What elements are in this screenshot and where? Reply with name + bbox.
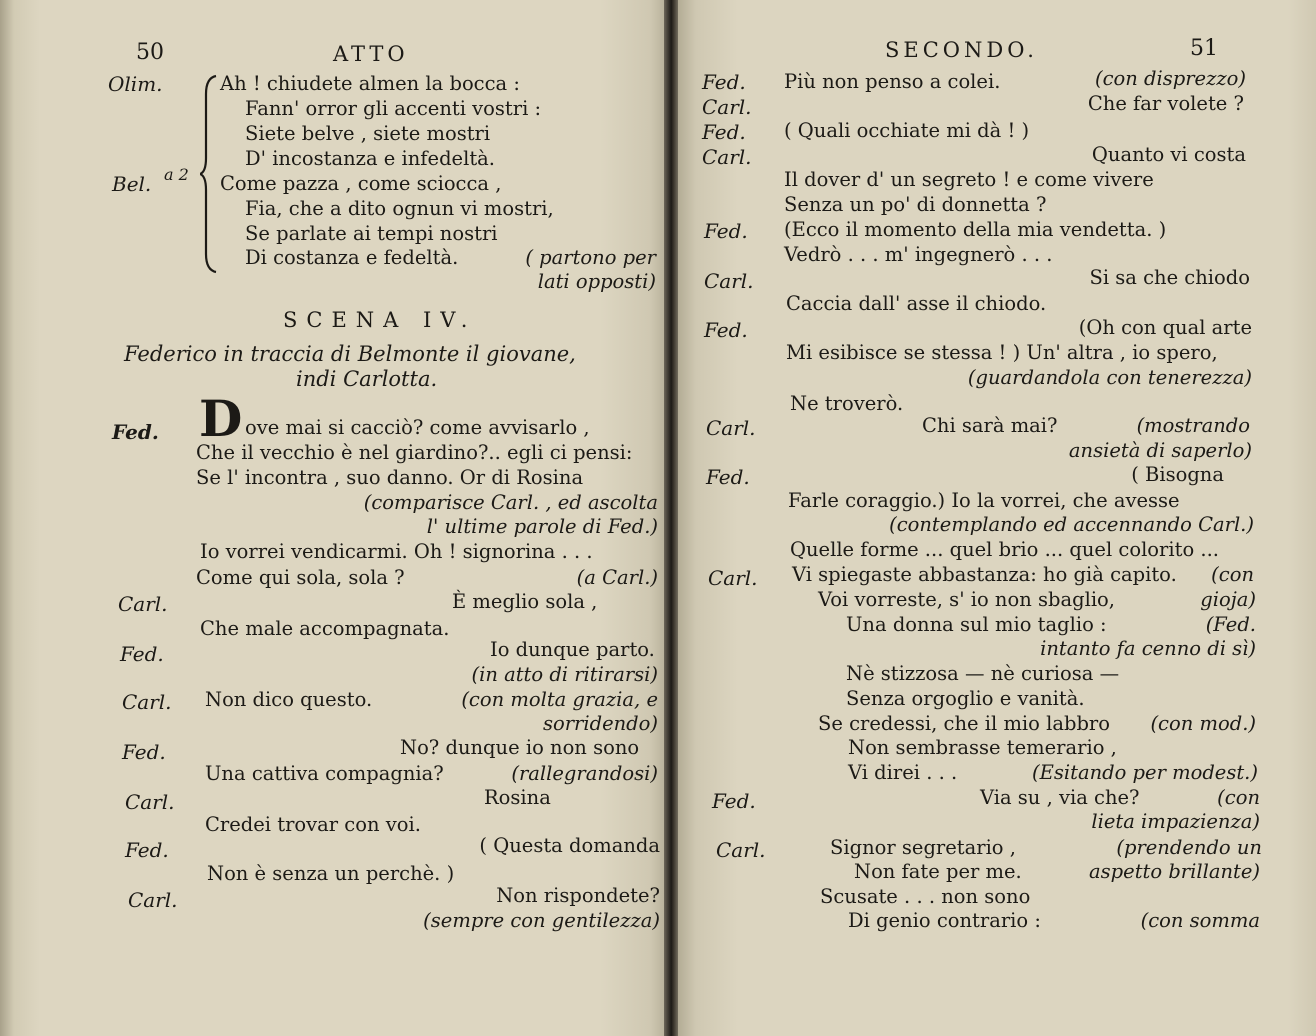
duet-line-4: D' incostanza e infedeltà. (245, 147, 495, 170)
text-line: Non sembrasse temerario , (848, 736, 1117, 759)
text-line: Credei trovar con voi. (205, 813, 421, 836)
stage-direction: (Fed. (1205, 613, 1256, 636)
speaker-fed: Fed. (712, 789, 756, 813)
stage-direction: (prendendo un (1116, 836, 1262, 859)
speaker-bel: Bel. (112, 172, 152, 196)
stage-direction: (con mod.) (1150, 712, 1256, 735)
stage-direction: (con disprezzo) (1095, 67, 1246, 90)
stage-direction: (con (1211, 563, 1254, 586)
running-head-left: ATTO (333, 42, 409, 66)
text-line: Vedrò . . . m' ingegnerò . . . (784, 243, 1053, 266)
text-line: (Oh con qual arte (1078, 316, 1252, 339)
text-line: Quelle forme ... quel brio ... quel colorito ... (790, 538, 1219, 561)
speaker-carl: Carl. (708, 566, 758, 590)
a2-marker: a 2 (164, 165, 189, 184)
right-page (678, 0, 1316, 1036)
stage-direction: aspetto brillante) (1089, 860, 1260, 883)
stage-direction: (a Carl.) (576, 566, 658, 589)
scene-description: indi Carlotta. (296, 367, 438, 391)
speaker-fed: Fed. (122, 740, 166, 764)
text-line: Di genio contrario : (848, 909, 1041, 932)
stage-direction: (contemplando ed accennando Carl.) (889, 513, 1254, 536)
duet-line-3: Siete belve , siete mostri (245, 122, 491, 145)
text-line: Che male accompagnata. (200, 617, 450, 640)
text-line: Non rispondete? (496, 884, 660, 907)
text-line: Se l' incontra , suo danno. Or di Rosina (196, 466, 584, 489)
text-line: Vi spiegaste abbastanza: ho già capito. (792, 563, 1177, 586)
scene-description: Federico in traccia di Belmonte il giovane, (124, 342, 576, 366)
duet-line-7: Se parlate ai tempi nostri (245, 222, 498, 245)
duet-line-1: Ah ! chiudete almen la bocca : (220, 72, 520, 95)
duet-brace-icon (200, 74, 220, 274)
stage-direction: (guardandola con tenerezza) (967, 366, 1252, 389)
text-line: Quanto vi costa (1091, 143, 1246, 166)
text-line: Si sa che chiodo (1089, 266, 1250, 289)
stage-direction: (Esitando per modest.) (1032, 761, 1258, 784)
text-line: Io dunque parto. (490, 638, 655, 661)
stage-direction: (con molta grazia, e (461, 688, 658, 711)
text-line: No? dunque io non sono (400, 736, 640, 759)
text-line: Ne troverò. (790, 392, 904, 415)
stage-direction: (mostrando (1136, 414, 1250, 437)
stage-direction: intanto fa cenno di sì) (1040, 637, 1256, 660)
page-number-left: 50 (136, 40, 164, 65)
text-line: Signor segretario , (830, 836, 1016, 859)
text-line: Chi sarà mai? (922, 414, 1058, 437)
text-line: Più non penso a colei. (784, 70, 1001, 93)
text-line: Non fate per me. (854, 860, 1022, 883)
text-line: (Ecco il momento della mia vendetta. ) (784, 218, 1167, 241)
stage-direction: (comparisce Carl. , ed ascolta (363, 491, 658, 514)
text-line: Vi direi . . . (848, 761, 958, 784)
text-line: Farle coraggio.) Io la vorrei, che avesse (788, 489, 1180, 512)
text-line: Senza un po' di donnetta ? (784, 193, 1047, 216)
text-line: Una donna sul mio taglio : (846, 613, 1107, 636)
text-line: ( Bisogna (1131, 463, 1224, 486)
stage-direction: (sempre con gentilezza) (423, 909, 660, 932)
running-head-right: SECONDO. (885, 38, 1038, 62)
speaker-carl: Carl. (706, 416, 756, 440)
stage-direction: ansietà di saperlo) (1068, 439, 1252, 462)
text-line: Caccia dall' asse il chiodo. (786, 292, 1047, 315)
stage-direction: lati opposti) (537, 270, 656, 293)
text-line: Il dover d' un segreto ! e come vivere (784, 168, 1154, 191)
speaker-fed: Fed. (120, 642, 164, 666)
text-line: Senza orgoglio e vanità. (846, 687, 1085, 710)
text-line: Non è senza un perchè. ) (207, 862, 455, 885)
speaker-carl: Carl. (716, 838, 766, 862)
speaker-carl: Carl. (125, 790, 175, 814)
text-line: Scusate . . . non sono (820, 885, 1031, 908)
duet-line-6: Fia, che a dito ognun vi mostri, (245, 197, 554, 220)
text-line: ove mai si cacciò? come avvisarlo , (245, 416, 590, 439)
drop-cap: D (199, 389, 243, 448)
stage-direction: gioja) (1200, 588, 1256, 611)
speaker-fed: Fed. (125, 838, 169, 862)
text-line: Mi esibisce se stessa ! ) Un' altra , io spero, (786, 341, 1218, 364)
speaker-fed: Fed. (702, 70, 746, 94)
text-line: Che il vecchio è nel giardino?.. egli ci pensi: (196, 441, 633, 464)
stage-direction: sorridendo) (542, 712, 658, 735)
speaker-carl: Carl. (702, 145, 752, 169)
stage-direction: (con somma (1140, 909, 1260, 932)
text-line: Rosina (484, 786, 551, 809)
duet-line-8: Di costanza e fedeltà. (245, 246, 459, 269)
speaker-carl: Carl. (128, 888, 178, 912)
duet-line-2: Fann' orror gli accenti vostri : (245, 97, 542, 120)
speaker-carl: Carl. (122, 690, 172, 714)
speaker-carl: Carl. (118, 592, 168, 616)
text-line: Come qui sola, sola ? (196, 566, 405, 589)
speaker-olim: Olim. (108, 72, 163, 96)
text-line: Via su , via che? (980, 786, 1140, 809)
text-line: Non dico questo. (205, 688, 373, 711)
stage-direction: l' ultime parole di Fed.) (426, 515, 658, 538)
text-line: Io vorrei vendicarmi. Oh ! signorina . . . (200, 540, 593, 563)
stage-direction: (con (1217, 786, 1260, 809)
stage-direction: (rallegrandosi) (511, 762, 658, 785)
text-line: Una cattiva compagnia? (205, 762, 444, 785)
page-number-right: 51 (1190, 36, 1218, 61)
speaker-carl: Carl. (702, 95, 752, 119)
stage-direction: lieta impazienza) (1091, 810, 1260, 833)
text-line: Se credessi, che il mio labbro (818, 712, 1110, 735)
text-line: Che far volete ? (1087, 92, 1244, 115)
speaker-fed: Fed. (702, 120, 746, 144)
stage-direction: ( partono per (525, 246, 656, 269)
stage-direction: (in atto di ritirarsi) (471, 663, 658, 686)
text-line: ( Questa domanda (479, 834, 660, 857)
speaker-fed: Fed. (704, 318, 748, 342)
speaker-carl: Carl. (704, 269, 754, 293)
text-line: ( Quali occhiate mi dà ! ) (784, 119, 1030, 142)
scene-title: SCENA IV. (283, 308, 477, 332)
speaker-fed: Fed. (706, 465, 750, 489)
speaker-fed: Fed. (112, 420, 159, 444)
speaker-fed: Fed. (704, 219, 748, 243)
text-line: È meglio sola , (452, 590, 598, 613)
text-line: Voi vorreste, s' io non sbaglio, (818, 588, 1115, 611)
text-line: Nè stizzosa — nè curiosa — (846, 662, 1120, 685)
duet-line-5: Come pazza , come sciocca , (220, 172, 502, 195)
